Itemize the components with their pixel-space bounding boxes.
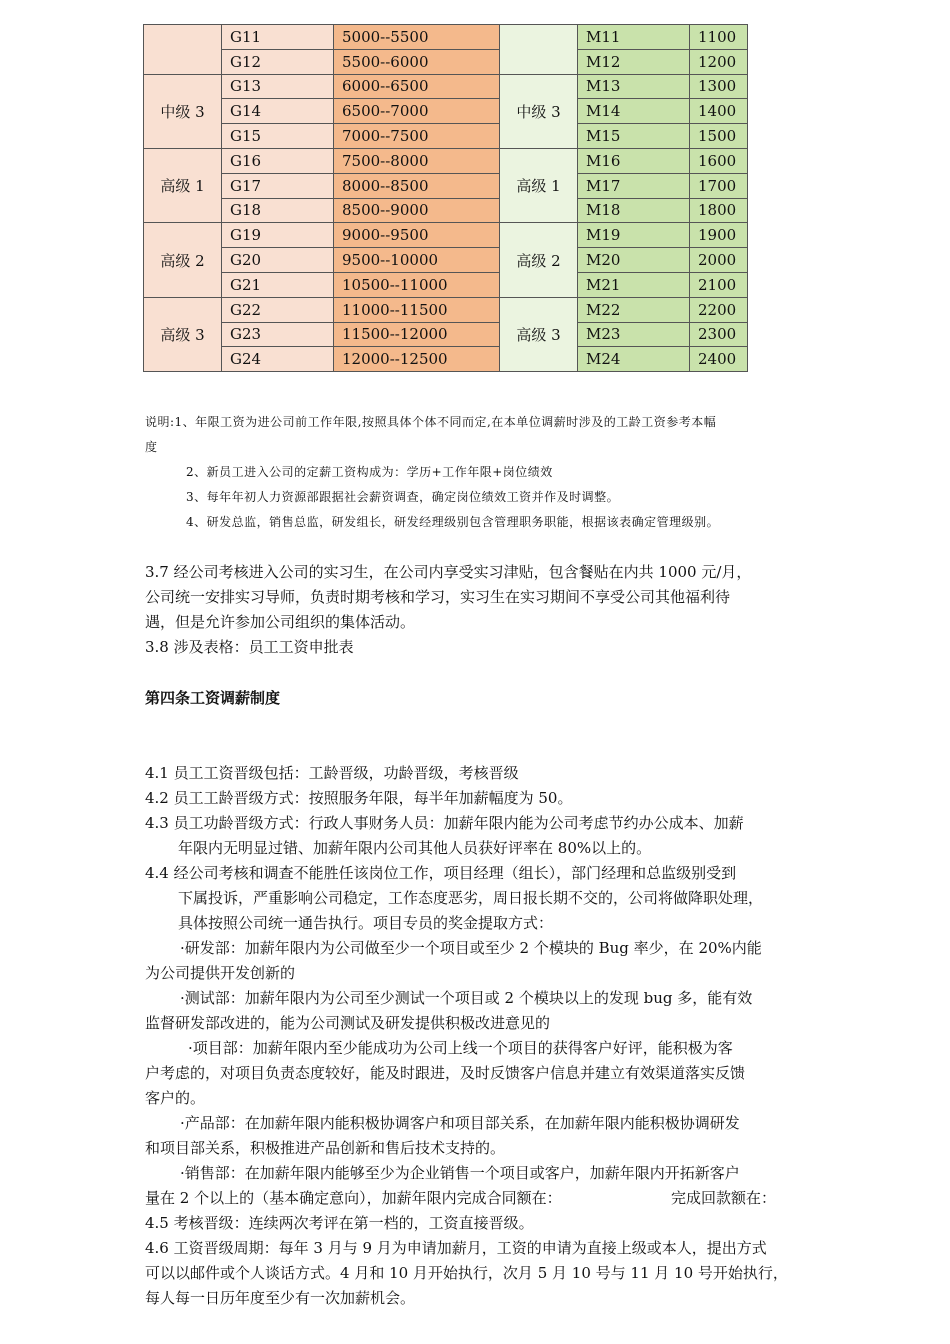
table-row [144,272,748,297]
note-4: 4、研发总监，销售总监，研发组长，研发经理级别包含管理职务职能，根据该表确定管理级别。 [186,515,720,529]
level-cell: 高级 1 [144,148,222,222]
grade-cell: G24 [222,347,334,372]
level-cell: 高级 1 [500,148,578,222]
salary-range-cell: 9000--9500 [334,223,500,248]
table-row [144,322,748,347]
para-4-4-line1: 4.4 经公司考核和调查不能胜任该岗位工作，项目经理（组长），部门经理和总监级别受到 [145,864,737,882]
para-4-2: 4.2 员工工龄晋级方式：按照服务年限，每半年加薪幅度为 50。 [145,789,573,807]
table-row [144,49,748,74]
level-cell: 高级 2 [144,223,222,297]
pm-item-line3: 客户的。 [145,1089,206,1107]
mgmt-grade-cell: M17 [578,173,690,198]
para-4-6-line1: 4.6 工资晋级周期：每年 3 月与 9 月为申请加薪月，工资的申请为直接上级或本人，提出方式 [145,1239,767,1257]
para-3-8: 3.8 涉及表格：员工工资申批表 [145,638,354,656]
sales-item-line1: ·销售部：在加薪年限内能够至少为企业销售一个项目或客户，加薪年限内开拓新客户 [180,1164,740,1182]
table-row [144,297,748,322]
grade-cell: G19 [222,223,334,248]
grade-cell: G15 [222,124,334,149]
grade-cell: G18 [222,198,334,223]
para-4-4-line2: 下属投诉，严重影响公司稳定，工作态度恶劣，周日报长期不交的，公司将做降职处理， [178,889,764,907]
pd-item-line1: ·产品部：在加薪年限内能积极协调客户和项目部关系，在加薪年限内能积极协调研发 [180,1114,740,1132]
note-2: 2、新员工进入公司的定薪工资构成为：学历+工作年限+岗位绩效 [186,465,553,479]
amount-cell: 2200 [690,297,748,322]
qa-item-line2: 监督研发部改进的，能为公司测试及研发提供积极改进意见的 [145,1014,551,1032]
mgmt-grade-cell: M20 [578,248,690,273]
sales-item-payment: 完成回款额在： [671,1189,777,1207]
table-row [144,74,748,99]
salary-range-cell: 9500--10000 [334,248,500,273]
table-row [144,124,748,149]
amount-cell: 1400 [690,99,748,124]
level-cell: 中级 3 [144,74,222,148]
table-row [144,99,748,124]
grade-cell: G11 [222,25,334,50]
grade-cell: G13 [222,74,334,99]
grade-cell: G17 [222,173,334,198]
mgmt-grade-cell: M18 [578,198,690,223]
amount-cell: 1900 [690,223,748,248]
mgmt-grade-cell: M14 [578,99,690,124]
mgmt-grade-cell: M19 [578,223,690,248]
amount-cell: 1500 [690,124,748,149]
mgmt-grade-cell: M12 [578,49,690,74]
mgmt-grade-cell: M21 [578,272,690,297]
para-4-5: 4.5 考核晋级：连续两次考评在第一档的，工资直接晋级。 [145,1214,534,1232]
amount-cell: 1100 [690,25,748,50]
amount-cell: 1700 [690,173,748,198]
amount-cell: 2400 [690,347,748,372]
amount-cell: 2300 [690,322,748,347]
level-cell: 高级 3 [500,297,578,371]
mgmt-grade-cell: M15 [578,124,690,149]
para-4-3-line1: 4.3 员工功龄晋级方式：行政人事财务人员：加薪年限内能为公司考虑节约办公成本、加薪 [145,814,744,832]
section-4-heading: 第四条工资调薪制度 [145,689,281,707]
note-1-cont: 度 [145,440,158,454]
salary-range-cell: 11000--11500 [334,297,500,322]
para-4-6-line3: 每人每一日历年度至少有一次加薪机会。 [145,1289,416,1307]
para-4-4-line3: 具体按照公司统一通告执行。项目专员的奖金提取方式： [178,914,554,932]
para-3-7-line1: 3.7 经公司考核进入公司的实习生，在公司内享受实习津贴，包含餐贴在内共 1000 元/月， [145,563,752,581]
salary-range-cell: 6000--6500 [334,74,500,99]
grade-cell: G14 [222,99,334,124]
salary-range-cell: 6500--7000 [334,99,500,124]
qa-item-line1: ·测试部：加薪年限内为公司至少测试一个项目或 2 个模块以上的发现 bug 多，能有效 [180,989,753,1007]
rd-item-line2: 为公司提供开发创新的 [145,964,296,982]
grade-cell: G16 [222,148,334,173]
para-4-1: 4.1 员工工资晋级包括：工龄晋级，功龄晋级，考核晋级 [145,764,519,782]
salary-grade-table [143,24,748,372]
pm-item-line1: ·项目部：加薪年限内至少能成功为公司上线一个项目的获得客户好评，能积极为客 [188,1039,733,1057]
level-cell: 高级 3 [144,297,222,371]
salary-range-cell: 8000--8500 [334,173,500,198]
level-cell: 高级 2 [500,223,578,297]
mgmt-grade-cell: M13 [578,74,690,99]
table-row [144,25,748,50]
table-row [144,173,748,198]
amount-cell: 1800 [690,198,748,223]
grade-cell: G12 [222,49,334,74]
amount-cell: 1300 [690,74,748,99]
table-row [144,248,748,273]
rd-item-line1: ·研发部：加薪年限内为公司做至少一个项目或至少 2 个模块的 Bug 率少，在 20%内能 [180,939,762,957]
grade-cell: G23 [222,322,334,347]
table-row [144,347,748,372]
level-cell [500,25,578,75]
amount-cell: 1600 [690,148,748,173]
amount-cell: 2100 [690,272,748,297]
table-row [144,148,748,173]
mgmt-grade-cell: M11 [578,25,690,50]
para-3-7-line2: 公司统一安排实习导师，负责时期考核和学习，实习生在实习期间不享受公司其他福利待 [145,588,731,606]
note-1: 说明:1、年限工资为进公司前工作年限,按照具体个体不同而定,在本单位调薪时涉及的工龄工资参考本幅 [145,415,717,429]
amount-cell: 1200 [690,49,748,74]
para-4-6-line2: 可以以邮件或个人谈话方式。4 月和 10 月开始执行，次月 5 月 10 号与 11 月 10 号开始执行， [145,1264,788,1282]
sales-item-line2: 量在 2 个以上的（基本确定意向），加薪年限内完成合同额在： [145,1189,562,1207]
para-3-7-line3: 遇，但是允许参加公司组织的集体活动。 [145,613,416,631]
level-cell: 中级 3 [500,74,578,148]
level-cell [144,25,222,75]
note-3: 3、每年年初人力资源部跟据社会薪资调查，确定岗位绩效工资并作及时调整。 [186,490,620,504]
para-4-3-line2: 年限内无明显过错、加薪年限内公司其他人员获好评率在 80%以上的。 [178,839,652,857]
salary-range-cell: 12000--12500 [334,347,500,372]
salary-range-cell: 8500--9000 [334,198,500,223]
grade-cell: G20 [222,248,334,273]
mgmt-grade-cell: M24 [578,347,690,372]
pd-item-line2: 和项目部关系，积极推进产品创新和售后技术支持的。 [145,1139,506,1157]
grade-cell: G22 [222,297,334,322]
mgmt-grade-cell: M23 [578,322,690,347]
salary-range-cell: 5500--6000 [334,49,500,74]
table-row [144,223,748,248]
salary-range-cell: 10500--11000 [334,272,500,297]
salary-range-cell: 7000--7500 [334,124,500,149]
table-row [144,198,748,223]
amount-cell: 2000 [690,248,748,273]
grade-cell: G21 [222,272,334,297]
mgmt-grade-cell: M22 [578,297,690,322]
mgmt-grade-cell: M16 [578,148,690,173]
salary-range-cell: 7500--8000 [334,148,500,173]
salary-range-cell: 5000--5500 [334,25,500,50]
pm-item-line2: 户考虑的，对项目负责态度较好，能及时跟进，及时反馈客户信息并建立有效渠道落实反馈 [145,1064,746,1082]
salary-range-cell: 11500--12000 [334,322,500,347]
